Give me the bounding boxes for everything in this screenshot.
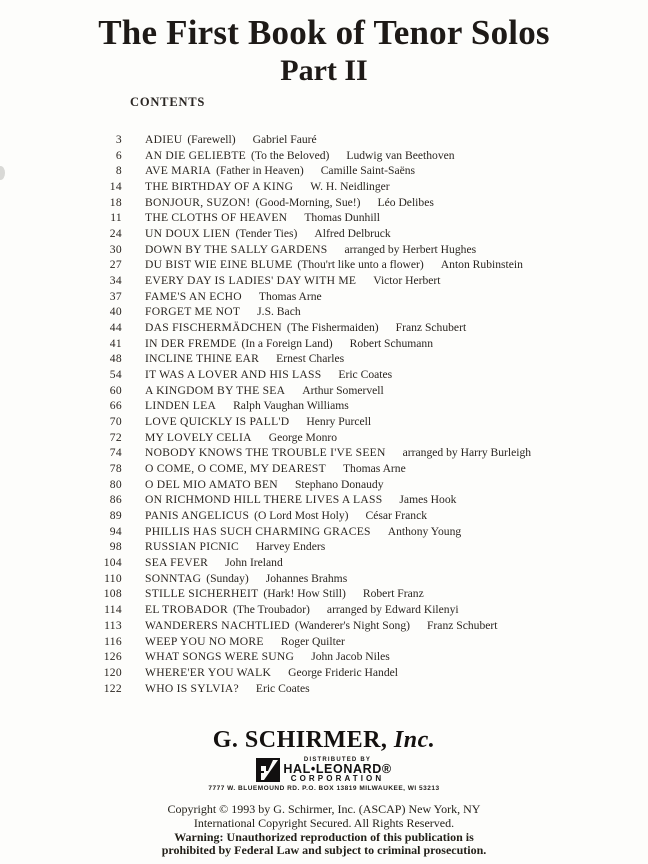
toc-page-number: 126 (103, 650, 122, 664)
toc-page-number: 48 (109, 352, 122, 366)
distributor-subname: CORPORATION (290, 774, 385, 783)
book-title-part: Part II (280, 54, 368, 87)
toc-song-title: AVE MARIA (145, 164, 212, 178)
toc-composer: Alfred Delbruck (314, 227, 391, 241)
toc-page-number: 3 (115, 133, 122, 146)
toc-composer: J.S. Bach (257, 305, 301, 319)
toc-song-title: STILLE SICHERHEIT (145, 587, 259, 601)
toc-song-subtitle: (O Lord Most Holy) (254, 509, 349, 523)
toc-song-subtitle: (The Fishermaiden) (286, 321, 379, 335)
toc-page-number: 108 (103, 587, 122, 601)
toc-composer: Robert Franz (362, 587, 424, 601)
toc-song-subtitle: (Farewell) (187, 133, 236, 146)
toc-song-subtitle: (Wanderer's Night Song) (294, 618, 410, 632)
publisher-name-main: G. SCHIRMER, (212, 727, 388, 753)
toc-composer: Camille Saint-Saëns (320, 164, 416, 178)
toc-composer: Johannes Brahms (265, 571, 348, 585)
toc-page-number: 78 (109, 462, 122, 476)
toc-song-title: FORGET ME NOT (145, 305, 241, 319)
toc-row (0, 351, 648, 367)
toc-song-title: ON RICHMOND HILL THERE LIVES A LASS (145, 493, 383, 507)
toc-composer: Ernest Charles (276, 352, 345, 366)
toc-song-title: BONJOUR, SUZON! (145, 195, 251, 209)
toc-composer: Anton Rubinstein (440, 258, 523, 272)
toc-composer: Roger Quilter (280, 634, 345, 648)
toc-song-title: DU BIST WIE EINE BLUME (145, 258, 293, 272)
toc-song-title: DOWN BY THE SALLY GARDENS (145, 242, 328, 256)
toc-song-title: UN DOUX LIEN (145, 227, 231, 241)
toc-row (0, 681, 648, 697)
toc-row (0, 492, 648, 508)
toc-song-subtitle: (Thou'rt like unto a flower) (297, 258, 424, 272)
hal-leonard-logo-icon (256, 758, 280, 782)
book-title-block (0, 14, 648, 88)
publisher-block (0, 727, 648, 792)
toc-row (0, 665, 648, 681)
toc-composer: arranged by Harry Burleigh (402, 446, 532, 460)
toc-composer: George Monro (268, 430, 338, 444)
toc-row (0, 132, 648, 148)
toc-song-subtitle: (Good-Morning, Sue!) (255, 195, 361, 209)
toc-composer: Thomas Arne (342, 462, 406, 476)
book-title: The First Book of Tenor Solos (98, 13, 550, 52)
toc-song-title: A KINGDOM BY THE SEA (145, 383, 286, 397)
toc-song-title: FAME'S AN ECHO (145, 289, 242, 303)
toc-row (0, 618, 648, 634)
copyright-line: International Copyright Secured. All Rights Reserved. (193, 815, 455, 830)
table-of-contents (0, 132, 648, 696)
toc-page-number: 44 (109, 321, 122, 335)
toc-composer: Harvey Enders (256, 540, 326, 554)
toc-page-number: 74 (109, 446, 122, 460)
toc-composer: James Hook (399, 493, 457, 507)
toc-composer: George Frideric Handel (288, 665, 399, 679)
toc-page-number: 37 (109, 289, 122, 303)
toc-page-number: 30 (109, 242, 122, 256)
toc-row (0, 634, 648, 650)
toc-page-number: 34 (109, 274, 122, 288)
toc-composer: Léo Delibes (377, 195, 434, 209)
toc-row (0, 398, 648, 414)
toc-page-number: 40 (109, 305, 122, 319)
distributor-name: HAL•LEONARD® (283, 762, 392, 776)
toc-row (0, 508, 648, 524)
toc-song-title: PANIS ANGELICUS (145, 509, 250, 523)
toc-composer: John Jacob Niles (311, 650, 390, 664)
toc-composer: Anthony Young (387, 524, 462, 538)
toc-page-number: 11 (110, 211, 122, 225)
copyright-warning-line: prohibited by Federal Law and subject to criminal prosecution. (161, 843, 487, 858)
toc-song-subtitle: (The Troubador) (232, 603, 310, 617)
toc-page-number: 122 (103, 681, 122, 695)
toc-page-number: 70 (109, 415, 122, 429)
toc-row (0, 524, 648, 540)
toc-song-subtitle: (In a Foreign Land) (241, 336, 333, 350)
toc-song-title: O COME, O COME, MY DEAREST (145, 462, 326, 476)
toc-composer: César Franck (365, 509, 428, 523)
toc-song-title: WHAT SONGS WERE SUNG (145, 650, 295, 664)
toc-song-title: WHO IS SYLVIA? (145, 681, 239, 695)
toc-row (0, 210, 648, 226)
toc-composer: Stephano Donaudy (294, 477, 384, 491)
toc-row (0, 257, 648, 273)
toc-row (0, 649, 648, 665)
toc-page-number: 27 (109, 258, 122, 272)
toc-page-number: 94 (109, 524, 122, 538)
toc-page-number: 116 (104, 634, 122, 648)
toc-page-number: 54 (109, 368, 122, 382)
toc-composer: Ralph Vaughan Williams (233, 399, 349, 413)
toc-composer: Ludwig van Beethoven (346, 148, 455, 162)
distributor-text (283, 757, 391, 783)
toc-page-number: 113 (104, 618, 122, 632)
toc-page-number: 89 (109, 509, 122, 523)
toc-song-title: PHILLIS HAS SUCH CHARMING GRACES (145, 524, 371, 538)
toc-song-title: IT WAS A LOVER AND HIS LASS (145, 368, 322, 382)
publisher-name-suffix: Inc. (387, 727, 436, 753)
toc-song-title: ADIEU (145, 133, 183, 146)
toc-row (0, 586, 648, 602)
toc-composer: W. H. Neidlinger (310, 180, 390, 194)
toc-composer: Thomas Arne (258, 289, 322, 303)
toc-page-number: 6 (115, 148, 122, 162)
toc-song-title: SEA FEVER (145, 556, 209, 570)
toc-song-title: THE CLOTHS OF HEAVEN (145, 211, 288, 225)
toc-song-title: EL TROBADOR (145, 603, 228, 617)
toc-page-number: 18 (109, 195, 122, 209)
toc-page-number: 80 (109, 477, 122, 491)
distributor-block (0, 757, 648, 783)
toc-row (0, 367, 648, 383)
toc-composer: Victor Herbert (373, 274, 441, 288)
toc-page-number: 86 (109, 493, 122, 507)
toc-song-title: SONNTAG (145, 571, 202, 585)
publisher-name (0, 727, 648, 754)
toc-composer: Arthur Somervell (302, 383, 384, 397)
toc-song-subtitle: (Sunday) (206, 571, 249, 585)
toc-row (0, 461, 648, 477)
toc-song-title: INCLINE THINE EAR (145, 352, 260, 366)
toc-song-subtitle: (To the Beloved) (250, 148, 330, 162)
toc-song-subtitle: (Father in Heaven) (216, 164, 304, 178)
toc-row (0, 414, 648, 430)
toc-song-title: IN DER FREMDE (145, 336, 237, 350)
toc-page-number: 72 (109, 430, 122, 444)
toc-page-number: 24 (109, 227, 122, 241)
toc-page-number: 104 (103, 556, 122, 570)
toc-composer: Franz Schubert (395, 321, 467, 335)
copyright-line: Copyright © 1993 by G. Schirmer, Inc. (ASCAP) New York, NY (167, 802, 481, 816)
toc-song-subtitle: (Tender Ties) (235, 227, 298, 241)
toc-composer: Eric Coates (255, 681, 310, 695)
toc-composer: arranged by Herbert Hughes (344, 242, 477, 256)
distributed-by-label: DISTRIBUTED BY (303, 757, 372, 763)
copyright-block (0, 803, 648, 858)
toc-page-number: 8 (115, 164, 122, 178)
toc-page-number: 114 (104, 603, 122, 617)
toc-song-subtitle: (Hark! How Still) (263, 587, 346, 601)
toc-row (0, 242, 648, 258)
toc-row (0, 273, 648, 289)
toc-page-number: 110 (104, 571, 122, 585)
contents-heading: CONTENTS (130, 95, 206, 109)
toc-row (0, 571, 648, 587)
toc-row (0, 320, 648, 336)
toc-composer: arranged by Edward Kilenyi (326, 603, 459, 617)
toc-page-number: 14 (109, 180, 122, 194)
toc-page-number: 41 (109, 336, 122, 350)
toc-row (0, 383, 648, 399)
toc-row (0, 539, 648, 555)
toc-song-title: O DEL MIO AMATO BEN (145, 477, 278, 491)
toc-song-title: LOVE QUICKLY IS PALL'D (145, 415, 290, 429)
toc-composer: Henry Purcell (306, 415, 372, 429)
toc-row (0, 289, 648, 305)
toc-song-title: LINDEN LEA (145, 399, 217, 413)
toc-page-number: 60 (109, 383, 122, 397)
toc-page-number: 98 (109, 540, 122, 554)
toc-row (0, 148, 648, 164)
toc-composer: Thomas Dunhill (304, 211, 380, 225)
toc-page-number: 66 (109, 399, 122, 413)
toc-row (0, 602, 648, 618)
toc-song-title: WEEP YOU NO MORE (145, 634, 264, 648)
toc-song-title: RUSSIAN PICNIC (145, 540, 240, 554)
toc-composer: Eric Coates (338, 368, 393, 382)
toc-composer: Franz Schubert (426, 618, 498, 632)
toc-composer: Gabriel Fauré (252, 133, 317, 146)
toc-song-title: DAS FISCHERMÄDCHEN (145, 321, 282, 335)
toc-song-title: THE BIRTHDAY OF A KING (145, 180, 294, 194)
toc-song-title: WANDERERS NACHTLIED (145, 618, 290, 632)
toc-row (0, 163, 648, 179)
toc-row (0, 226, 648, 242)
toc-song-title: AN DIE GELIEBTE (145, 148, 246, 162)
toc-page-number: 120 (103, 665, 122, 679)
toc-row (0, 195, 648, 211)
toc-row (0, 336, 648, 352)
toc-song-title: NOBODY KNOWS THE TROUBLE I'VE SEEN (145, 446, 386, 460)
toc-row (0, 477, 648, 493)
toc-row (0, 430, 648, 446)
toc-composer: Robert Schumann (349, 336, 434, 350)
toc-row (0, 304, 648, 320)
toc-song-title: MY LOVELY CELIA (145, 430, 252, 444)
copyright-warning-line: Warning: Unauthorized reproduction of this publication is (174, 829, 474, 844)
toc-composer: John Ireland (225, 556, 283, 570)
toc-row (0, 179, 648, 195)
toc-song-title: WHERE'ER YOU WALK (145, 665, 272, 679)
toc-row (0, 445, 648, 461)
toc-song-title: EVERY DAY IS LADIES' DAY WITH ME (145, 274, 357, 288)
publisher-address: 7777 W. BLUEMOUND RD. P.O. BOX 13819 MILWAUKEE, WI 53213 (208, 785, 440, 792)
toc-row (0, 555, 648, 571)
